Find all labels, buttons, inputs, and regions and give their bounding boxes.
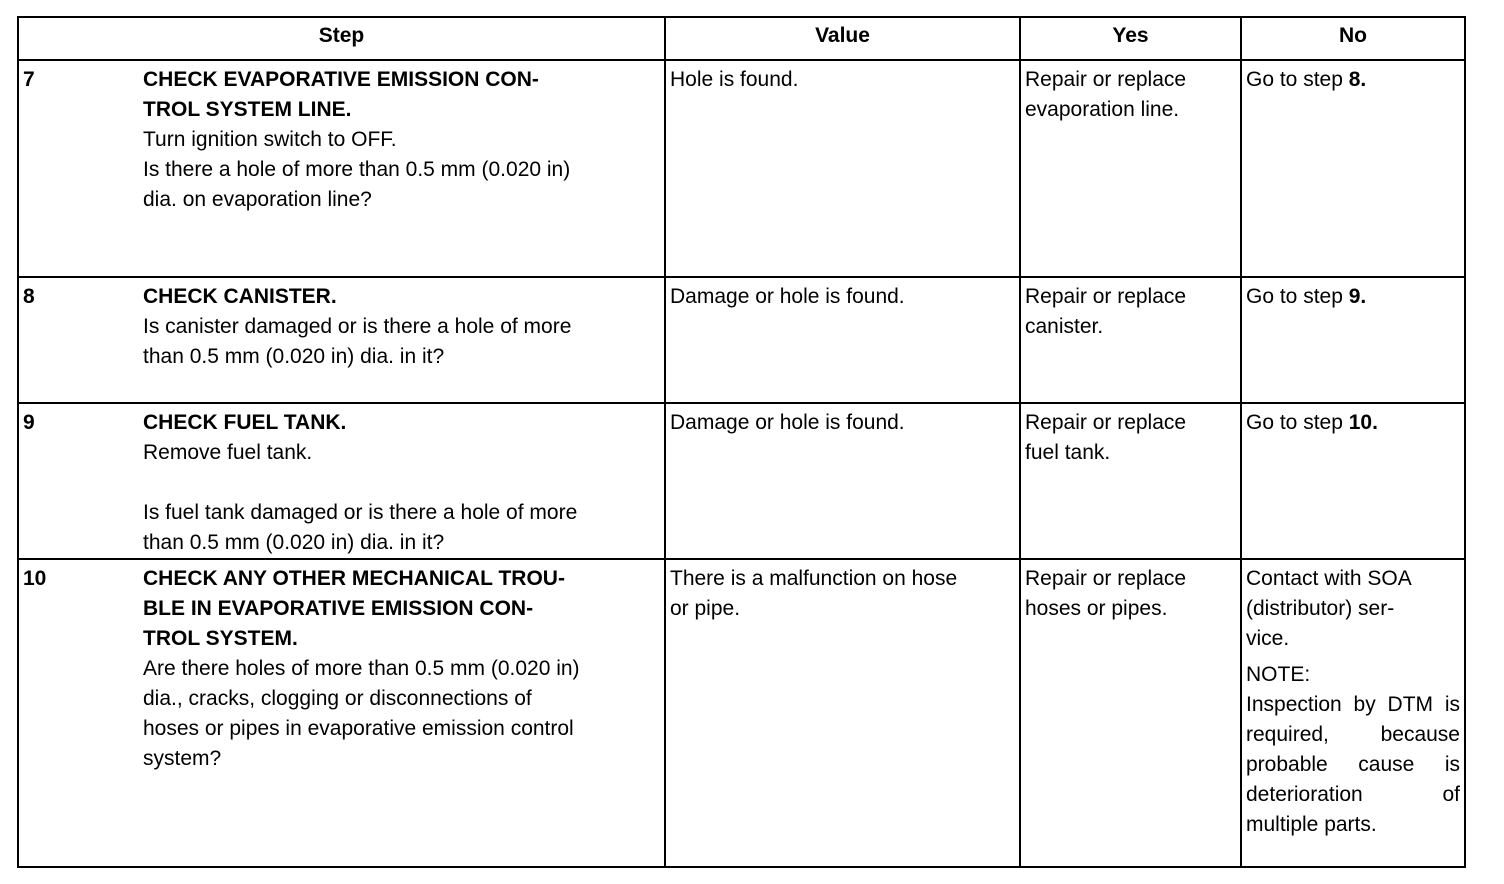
step-cell — [18, 559, 665, 867]
step-title-line: TROL SYSTEM LINE. — [143, 98, 352, 121]
no-text-line: (distributor) ser- — [1246, 597, 1395, 620]
header-step: Step — [18, 17, 665, 60]
no-text-line: vice. — [1246, 627, 1290, 650]
step-text-line: Is fuel tank damaged or is there a hole of more — [143, 501, 578, 524]
value-text: Hole is found. — [670, 68, 799, 91]
yes-text-line: fuel tank. — [1025, 441, 1111, 464]
yes-text-line: canister. — [1025, 315, 1104, 338]
table-row — [18, 60, 1465, 277]
table-row — [18, 559, 1465, 867]
table-row — [18, 277, 1465, 403]
header-row — [18, 17, 1465, 60]
value-text-line: or pipe. — [670, 597, 741, 620]
yes-cell — [1020, 277, 1241, 403]
step-text-line: dia., cracks, clogging or disconnections of — [143, 687, 532, 710]
value-cell — [665, 277, 1020, 403]
step-title-line: CHECK CANISTER. — [143, 285, 337, 308]
step-title-line: CHECK FUEL TANK. — [143, 411, 347, 434]
note-heading: NOTE: — [1246, 663, 1311, 686]
step-text-line: than 0.5 mm (0.020 in) dia. in it? — [143, 531, 445, 554]
step-text-line: Turn ignition switch to OFF. — [143, 128, 397, 151]
step-cell — [18, 60, 665, 277]
yes-cell — [1020, 403, 1241, 559]
value-cell — [665, 559, 1020, 867]
note-text: Inspection by DTM is required, because probable cause is deterioration of multiple parts. — [1246, 693, 1460, 836]
value-text: Damage or hole is found. — [670, 285, 905, 308]
step-number: 7 — [23, 68, 35, 91]
no-text: Go to step — [1246, 68, 1349, 91]
step-text-line: dia. on evaporation line? — [143, 188, 372, 211]
table-row — [18, 403, 1465, 559]
step-cell — [18, 277, 665, 403]
yes-text-line: evaporation line. — [1025, 98, 1180, 121]
step-text-line: than 0.5 mm (0.020 in) dia. in it? — [143, 345, 445, 368]
yes-text-line: Repair or replace — [1025, 285, 1187, 308]
header-value: Value — [665, 17, 1020, 60]
value-text-line: There is a malfunction on hose — [670, 567, 958, 590]
no-step-ref: 8. — [1348, 68, 1367, 91]
step-text-line: Are there holes of more than 0.5 mm (0.020 in) — [143, 657, 580, 680]
diagnostic-table — [17, 16, 1466, 868]
no-text: Go to step — [1246, 285, 1349, 308]
step-text-line: Remove fuel tank. — [143, 441, 313, 464]
step-number: 10 — [23, 567, 47, 590]
no-cell — [1241, 403, 1465, 559]
step-number: 9 — [23, 411, 35, 434]
value-cell — [665, 403, 1020, 559]
step-text-line: Is there a hole of more than 0.5 mm (0.020 in) — [143, 158, 571, 181]
yes-cell — [1020, 60, 1241, 277]
step-title-line: BLE IN EVAPORATIVE EMISSION CON- — [143, 597, 534, 620]
step-text-line: hoses or pipes in evaporative emission control — [143, 717, 574, 740]
step-title-line: CHECK ANY OTHER MECHANICAL TROU- — [143, 567, 565, 590]
no-cell — [1241, 277, 1465, 403]
header-no: No — [1241, 17, 1465, 60]
no-cell — [1241, 559, 1465, 867]
no-text: Go to step — [1246, 411, 1349, 434]
step-title-line: CHECK EVAPORATIVE EMISSION CON- — [143, 68, 539, 91]
yes-text-line: Repair or replace — [1025, 411, 1187, 434]
no-cell — [1241, 60, 1465, 277]
value-text: Damage or hole is found. — [670, 411, 905, 434]
yes-text-line: Repair or replace — [1025, 68, 1187, 91]
header-yes: Yes — [1020, 17, 1241, 60]
no-text-line: Contact with SOA — [1246, 567, 1412, 590]
step-title-line: TROL SYSTEM. — [143, 627, 298, 650]
step-text-line: system? — [143, 747, 222, 770]
step-cell — [18, 403, 665, 559]
step-number: 8 — [23, 285, 35, 308]
yes-text-line: hoses or pipes. — [1025, 597, 1168, 620]
no-step-ref: 10. — [1348, 411, 1378, 434]
step-text-line: Is canister damaged or is there a hole of more — [143, 315, 572, 338]
value-cell — [665, 60, 1020, 277]
blank-line — [143, 468, 656, 498]
yes-text-line: Repair or replace — [1025, 567, 1187, 590]
no-step-ref: 9. — [1348, 285, 1367, 308]
yes-cell — [1020, 559, 1241, 867]
